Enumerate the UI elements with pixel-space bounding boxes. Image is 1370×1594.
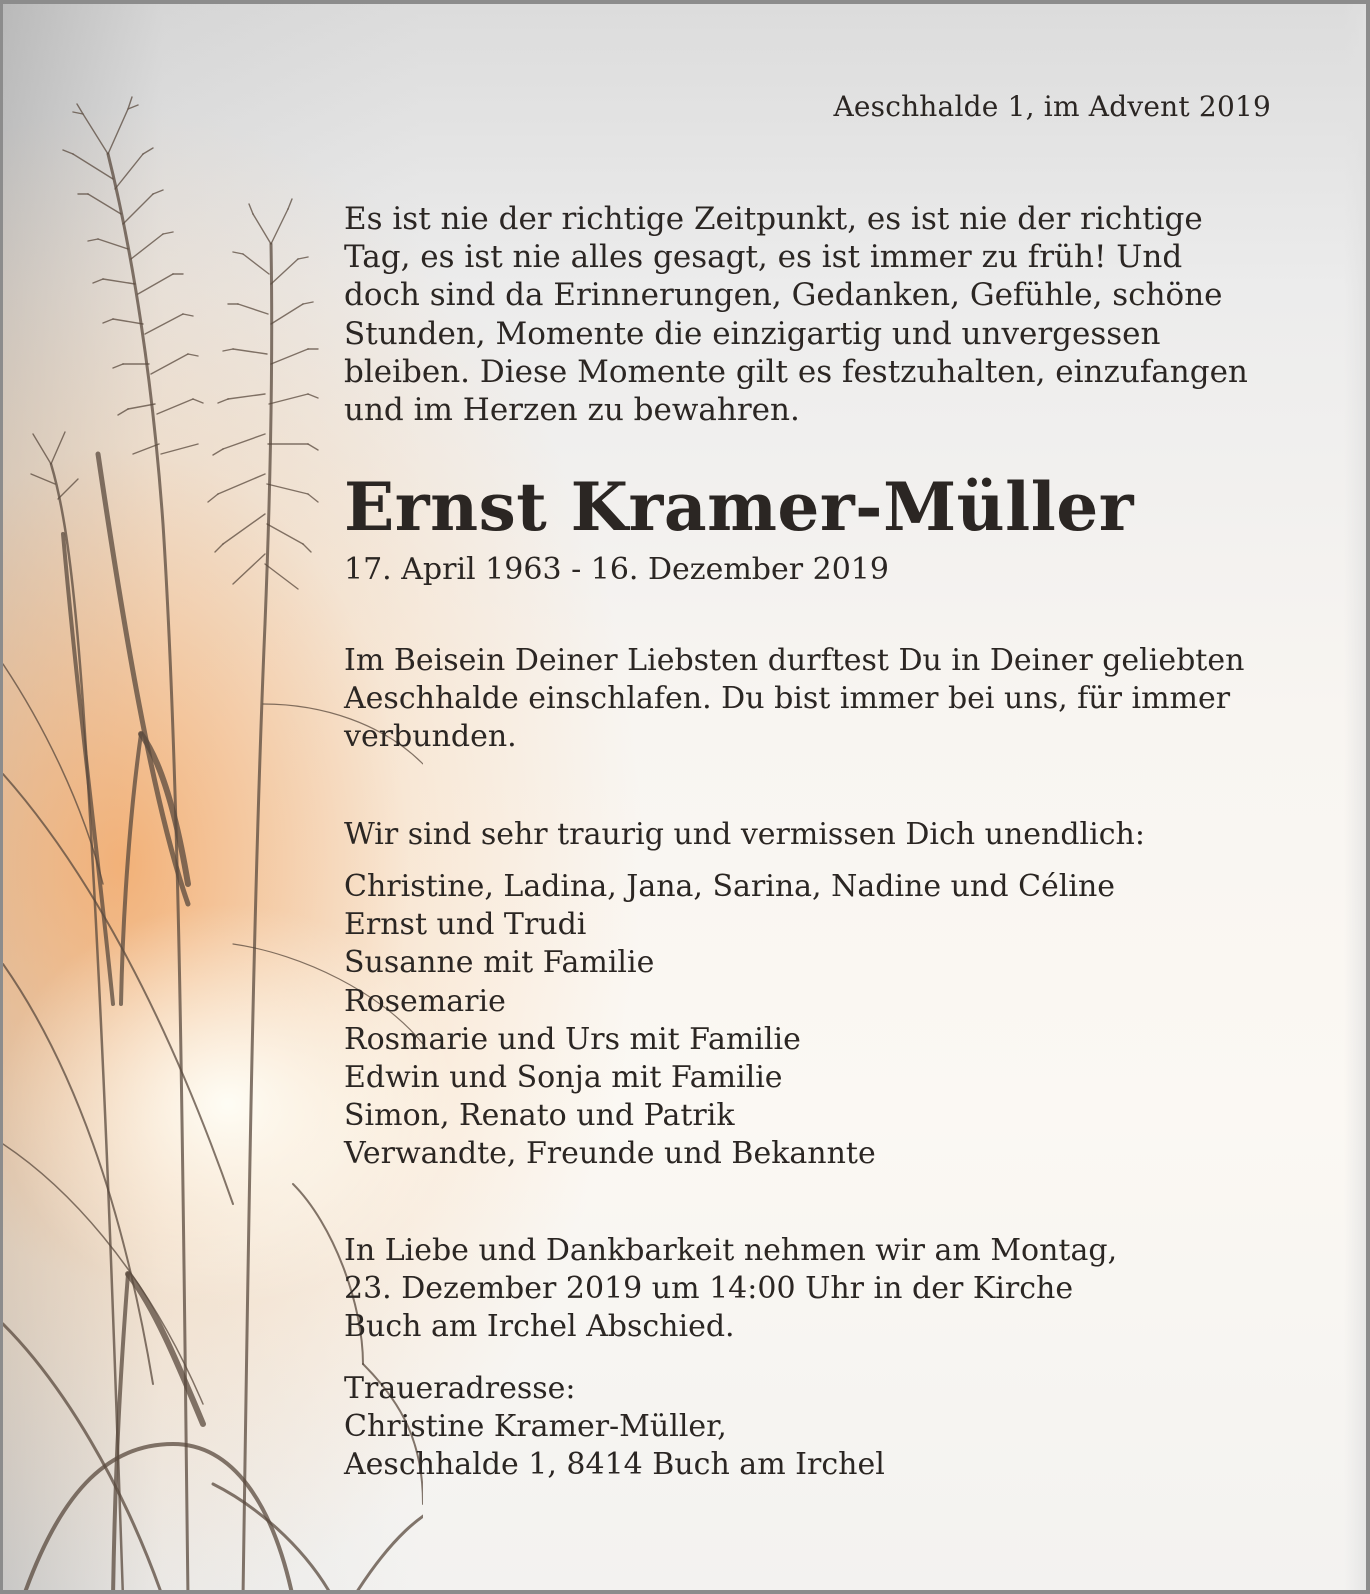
farewell-paragraph [344, 642, 1324, 757]
address-name: Christine Kramer-Müller, [344, 1409, 727, 1445]
place-and-date: Aeschhalde 1, im Advent 2019 [833, 90, 1271, 123]
mourner-entry: Christine, Ladina, Jana, Sarina, Nadine und Céline [344, 869, 1116, 904]
service-line: In Liebe und Dankbarkeit nehmen wir am Montag, [344, 1233, 1118, 1268]
mourner-entry: Rosmarie und Urs mit Familie [344, 1021, 801, 1057]
service-line: 23. Dezember 2019 um 14:00 Uhr in der Kirche [344, 1271, 1074, 1307]
intro-line: Es ist nie der richtige Zeitpunkt, es ist nie der richtige [344, 201, 1203, 237]
mourner-entry: Edwin und Sonja mit Familie [344, 1060, 783, 1096]
intro-line: bleiben. Diese Momente gilt es festzuhalten, einzufangen [344, 353, 1248, 390]
life-dates: 17. April 1963 - 16. Dezember 2019 [344, 552, 889, 587]
mourners-list [344, 868, 1334, 1174]
intro-paragraph [344, 200, 1334, 429]
intro-line: Tag, es ist nie alles gesagt, es ist immer zu früh! Und [344, 239, 1183, 276]
farewell-line: verbunden. [344, 719, 517, 755]
intro-line: und im Herzen zu bewahren. [344, 392, 800, 429]
mourner-entry: Ernst und Trudi [344, 907, 587, 943]
service-announcement [344, 1232, 1334, 1347]
address-street-city: Aeschhalde 1, 8414 Buch am Irchel [344, 1447, 885, 1483]
farewell-line: Im Beisein Deiner Liebsten durftest Du in Deiner geliebten [344, 643, 1245, 678]
mourning-line: Wir sind sehr traurig und vermissen Dich unendlich: [344, 817, 1145, 852]
service-line: Buch am Irchel Abschied. [344, 1309, 735, 1345]
farewell-line: Aeschhalde einschlafen. Du bist immer bei uns, für immer [344, 681, 1231, 717]
address-heading: Traueradresse: [344, 1371, 576, 1406]
intro-line: doch sind da Erinnerungen, Gedanken, Gefühle, schöne [344, 277, 1223, 314]
intro-line: Stunden, Momente die einzigartig und unvergessen [344, 315, 1161, 352]
mourner-entry: Susanne mit Familie [344, 945, 655, 981]
deceased-name: Ernst Kramer-Müller [344, 468, 1135, 546]
card-edge-shade [1344, 4, 1366, 1590]
mourner-entry: Rosemarie [344, 983, 506, 1019]
mourner-entry: Simon, Renato und Patrik [344, 1098, 735, 1134]
mourner-entry: Verwandte, Freunde und Bekannte [344, 1136, 876, 1172]
mourning-address [344, 1370, 1334, 1485]
